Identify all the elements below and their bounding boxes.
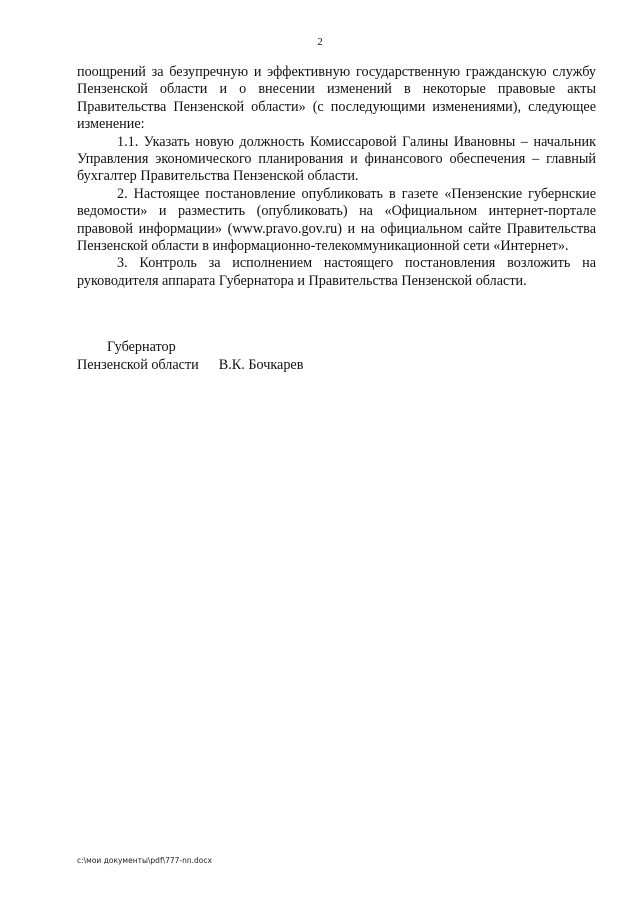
signature-block: [77, 338, 303, 374]
paragraph-item-3: 3. Контроль за исполнением настоящего постановления возложить на руководителя аппарата Губернатора и Правительства Пензенской области.: [77, 255, 596, 289]
paragraph-item-1-1: 1.1. Указать новую должность Комиссаровой Галины Ивановны – начальник Управления экономического планирования и финансового обеспечения – главный бухгалтер Правительства Пензенской области.: [77, 133, 596, 185]
signature-name: В.К. Бочкарев: [218, 357, 304, 373]
paragraph-item-2: 2. Настоящее постановление опубликовать в газете «Пензенские губернские ведомости» и разместить (опубликовать) на «Официальном интернет-портале правовой информации» (www.pravo.gov.ru) и на официальном сайте Правительства Пензенской области в информационно-телекоммуникационной сети «Интернет».: [77, 185, 596, 255]
signature-region: Пензенской области: [77, 357, 199, 373]
signature-title: Губернатор: [107, 339, 176, 355]
signature-line: [77, 356, 303, 374]
document-body: [77, 64, 596, 290]
paragraph-continuation: поощрений за безупречную и эффективную государственную гражданскую службу Пензенской области и о внесении изменений в некоторые правовые акты Правительства Пензенской области» (с последующими изменениями), следующее изменение:: [77, 64, 596, 133]
page-number: 2: [317, 36, 323, 48]
footer-file-path: c:\мои документы\pdf\777-nn.docx: [77, 856, 212, 865]
